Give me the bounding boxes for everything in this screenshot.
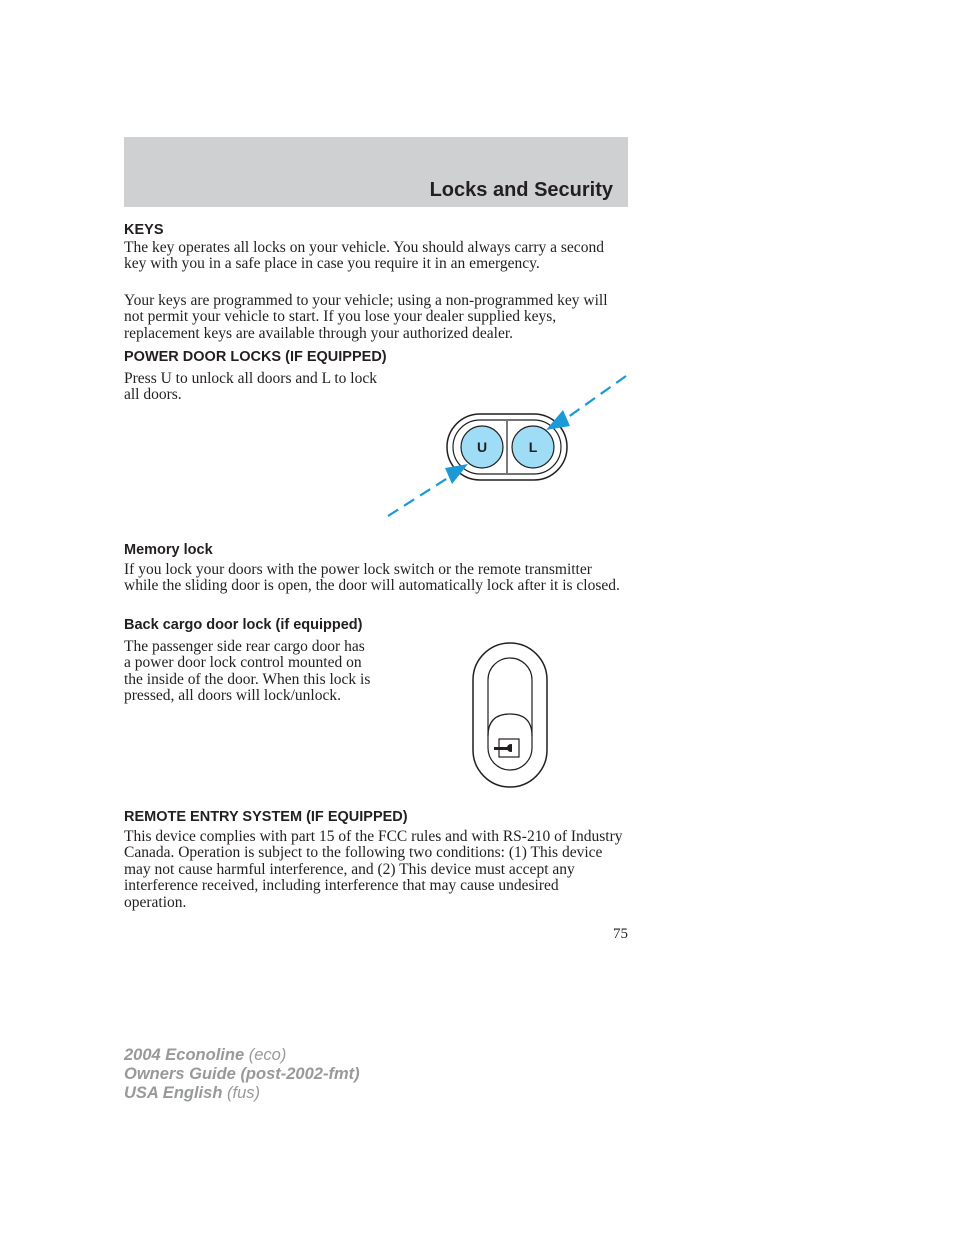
unlock-button: [461, 426, 503, 468]
back-cargo-lock-paragraph: The passenger side rear cargo door has a power door lock control mounted on the inside of the door. When this lock is pressed, all doors will lock/unlock.: [124, 638, 371, 705]
section-title: Locks and Security: [429, 179, 613, 201]
back-cargo-lock-heading: Back cargo door lock (if equipped): [124, 617, 363, 633]
memory-lock-heading: Memory lock: [124, 542, 213, 558]
footer-line-2: Owners Guide (post-2002-fmt): [124, 1065, 360, 1083]
page-number: 75: [613, 926, 628, 942]
lock-button-label: L: [528, 439, 538, 455]
document-footer: [124, 1046, 360, 1103]
unlock-button-label: U: [476, 439, 488, 455]
memory-lock-paragraph: If you lock your doors with the power lock switch or the remote transmitter while the sliding door is open, the door will automatically lock after it is closed.: [124, 561, 620, 595]
footer-line-3: USA English (fus): [124, 1084, 260, 1102]
lock-button: [512, 426, 554, 468]
keys-heading: KEYS: [124, 222, 164, 238]
footer-line-1: 2004 Econoline (eco): [124, 1046, 287, 1064]
power-lock-switch-illustration: [380, 370, 632, 522]
section-header-band: [124, 137, 628, 207]
remote-entry-paragraph: This device complies with part 15 of the FCC rules and with RS-210 of Industry Canada. Operation is subject to the following two conditions: (1) This device may not cause harmful interference, and (2) This device must accept any interference received, including interference that may cause undesired operation.: [124, 828, 623, 911]
remote-entry-heading: REMOTE ENTRY SYSTEM (IF EQUIPPED): [124, 809, 408, 825]
power-door-locks-heading: POWER DOOR LOCKS (IF EQUIPPED): [124, 349, 387, 365]
keys-paragraph-2: Your keys are programmed to your vehicle; using a non-programmed key will not permit your vehicle to start. If you lose your dealer supplied keys, replacement keys are available through your authorized dealer.: [124, 292, 608, 342]
power-door-locks-paragraph: Press U to unlock all doors and L to lock all doors.: [124, 370, 377, 404]
keys-paragraph-1: The key operates all locks on your vehicle. You should always carry a second key with you in a safe place in case you require it in an emergency.: [124, 239, 604, 273]
cargo-door-lock-control-illustration: [470, 640, 550, 790]
